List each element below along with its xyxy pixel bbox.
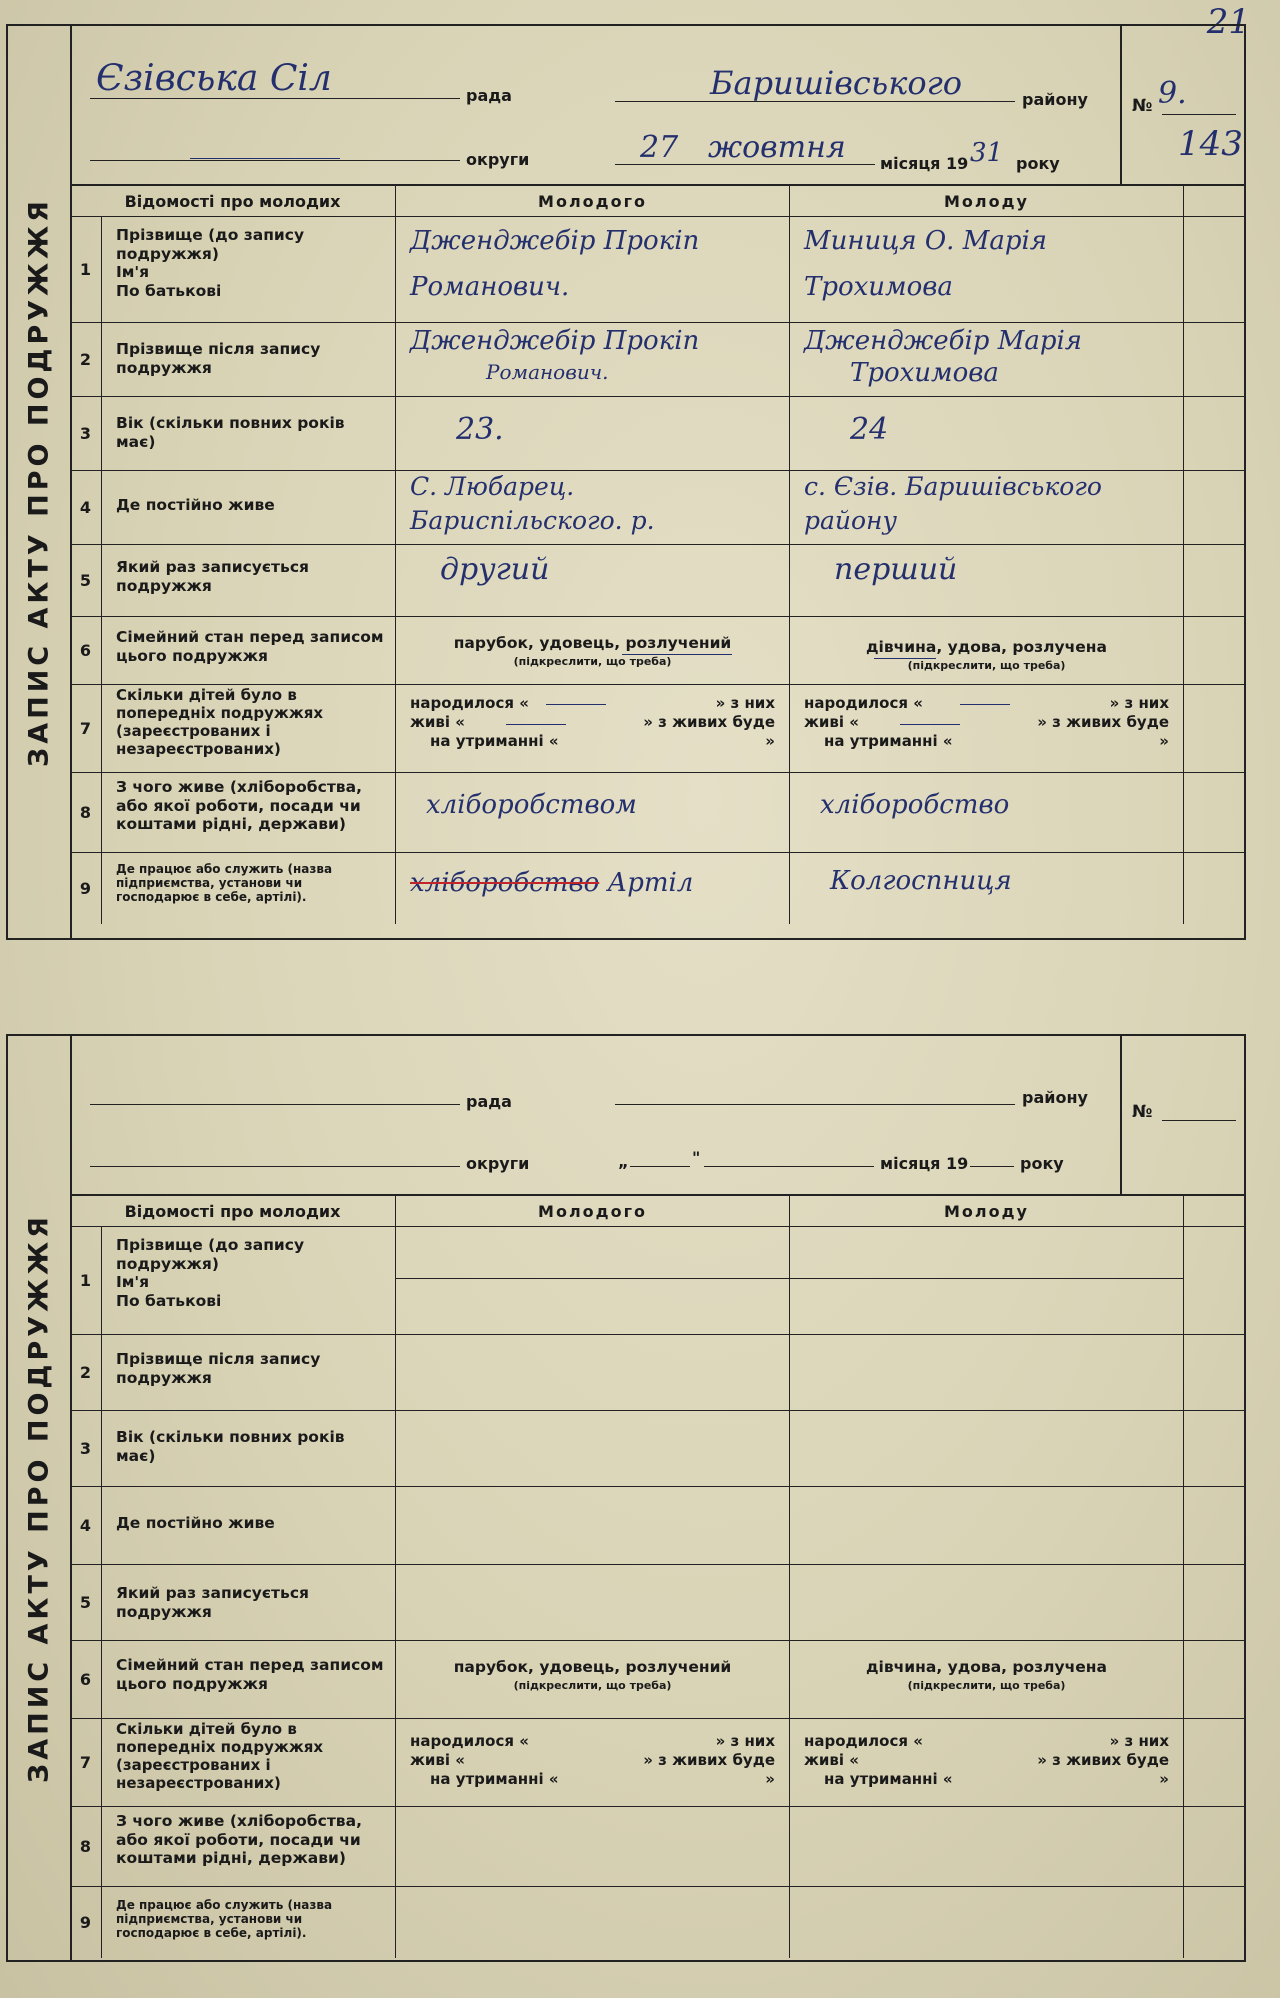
district-value: Баришівського	[710, 64, 963, 102]
groom-status-options: парубок, удовець, розлучений	[453, 634, 732, 652]
year-value: 31	[970, 138, 1004, 168]
table-row: 8 З чого живе (хліборобства, або якої роботи, посади чи коштами рідні, держави)	[70, 1806, 1244, 1887]
misiatsia-label: місяця 19	[880, 154, 969, 173]
table-row: 4 Де постійно живе	[70, 1486, 1244, 1565]
bride-marriage-count: перший	[834, 552, 958, 587]
bride-name: Миниця О. Марія	[804, 226, 1048, 256]
groom-status-hint: (підкреслити, що треба)	[513, 655, 672, 668]
roku-label: року	[1016, 154, 1060, 173]
bride-children: народилося « » з них живі « » з живих буде на утриманні « »	[804, 694, 1169, 750]
question-label: Сімейний стан перед записом цього подружжя	[102, 616, 396, 684]
record-number: 9.	[1158, 76, 1187, 111]
table-row: 5 Який раз записується подружжя	[70, 1564, 1244, 1641]
groom-age: 23.	[456, 412, 504, 447]
record-2	[6, 1034, 1246, 1962]
bride-after-name: Дженджебір Марія	[804, 326, 1083, 356]
table-row: 2 Прізвище після запису подружжя	[70, 1334, 1244, 1411]
record-1-table	[70, 184, 1244, 936]
record-number-2: 143	[1178, 124, 1243, 164]
record-2-side-title: ЗАПИС АКТУ ПРО ПОДРУЖЖЯ	[23, 1213, 55, 1783]
table-row: 2 Прізвище після запису подружжя Дженджебір Прокіп Романович. Дженджебір Марія Трохимова	[70, 322, 1244, 397]
bride-age: 24	[850, 412, 889, 447]
question-label: Прізвище після запису подружжя	[102, 322, 396, 396]
raionu-label: району	[1022, 90, 1088, 109]
bride-residence-1: с. Єзів. Баришівського	[804, 472, 1102, 501]
groom-work: Артіл	[607, 868, 694, 898]
groom-after-patronymic: Романович.	[486, 360, 609, 384]
groom-residence-1: С. Любарец.	[410, 472, 575, 501]
groom-after-name: Дженджебір Прокіп	[410, 326, 700, 356]
question-label: Де постійно живе	[102, 470, 396, 544]
header-info: Відомості про молодих	[70, 184, 396, 216]
groom-patronymic: Романович.	[410, 272, 570, 302]
table-row: 8 З чого живе (хліборобства, або якої роботи, посади чи коштами рідні, держави) хліборобством хліборобство	[70, 772, 1244, 853]
no-label: №	[1132, 96, 1153, 116]
okruhy-label: округи	[466, 150, 530, 169]
question-label: Вік (скільки повних років має)	[102, 396, 396, 470]
question-label: З чого живе (хліборобства, або якої роботи, посади чи коштами рідні, держави)	[102, 772, 396, 852]
bride-income: хліборобство	[820, 790, 1010, 820]
table-row: 7 Скільки дітей було в попередніх подружжях (зареєстрованих і незареєстрованих) народилося « » з них живі « » з живих буде на утриманні « » народилося « » з них живі « » з живих буде на утриманні « »	[70, 684, 1244, 773]
groom-work-struck: хліборобство	[410, 868, 600, 898]
question-label: Прізвище (до запису подружжя) Ім'я По батькові	[102, 216, 396, 322]
table-row: 4 Де постійно живе С. Любарец. Бариспільского. р. с. Єзів. Баришівського району	[70, 470, 1244, 545]
table-row: 6 Сімейний стан перед записом цього подружжя парубок, удовець, розлучений (підкреслити, що треба) дівчина, удова, розлучена (підкреслити, що треба)	[70, 1640, 1244, 1719]
page-number: 21	[1206, 2, 1250, 42]
table-row: 3 Вік (скільки повних років має) 23. 24	[70, 396, 1244, 471]
question-label: Де працює або служить (назва підприємства, установи чи господарює в себе, артілі).	[102, 852, 396, 924]
bride-status-hint: (підкреслити, що треба)	[907, 659, 1066, 672]
header-groom: Молодого	[396, 184, 790, 216]
table-row: 3 Вік (скільки повних років має)	[70, 1410, 1244, 1487]
table-row: 1 Прізвище (до запису подружжя) Ім'я По батькові	[70, 1226, 1244, 1335]
record-2-number-box: №	[1120, 1036, 1244, 1194]
record-2-header: рада району округи „ " місяця 19 року №	[70, 1036, 1244, 1196]
record-1-header	[70, 26, 1244, 186]
table-row: 6 Сімейний стан перед записом цього подружжя парубок, удовець, розлучений (підкреслити, що треба) дівчина, удова, розлучена (підкреслити, що треба)	[70, 616, 1244, 685]
bride-patronymic: Трохимова	[804, 272, 953, 302]
bride-status-options: дівчина, удова, розлучена	[866, 638, 1107, 656]
question-label: Який раз записується подружжя	[102, 544, 396, 616]
record-1-side-title: ЗАПИС АКТУ ПРО ПОДРУЖЖЯ	[23, 197, 55, 767]
record-2-table	[70, 1194, 1244, 1960]
header-bride: Молоду	[790, 184, 1184, 216]
groom-income: хліборобством	[426, 790, 637, 820]
record-1-sidebar	[8, 26, 72, 938]
groom-name: Дженджебір Прокіп	[410, 226, 700, 256]
day-value: 27	[640, 130, 679, 165]
record-1-number-box	[1120, 26, 1244, 184]
month-value: жовтня	[708, 130, 846, 165]
village-value: Єзівська Сіл	[96, 58, 332, 99]
table-row: 7 Скільки дітей було в попередніх подружжях (зареєстрованих і незареєстрованих) народилося « » з них живі « » з живих буде на утриманні « » народилося « » з них живі « » з живих буде на утриманні « »	[70, 1718, 1244, 1807]
groom-residence-2: Бариспільского. р.	[410, 506, 655, 535]
record-1	[6, 24, 1246, 940]
table-row: 5 Який раз записується подружжя другий перший	[70, 544, 1244, 617]
table-header-row	[70, 184, 1244, 217]
table-header-row: Відомості про молодих Молодого Молоду	[70, 1194, 1244, 1227]
bride-residence-2: району	[804, 506, 898, 535]
table-row: 1 Прізвище (до запису подружжя) Ім'я По батькові Дженджебір Прокіп Романович. Миниця О. Марія Трохимова	[70, 216, 1244, 323]
table-row: 9 Де працює або служить (назва підприємства, установи чи господарює в себе, артілі).	[70, 1886, 1244, 1958]
bride-after-patronymic: Трохимова	[850, 358, 999, 388]
bride-work: Колгоспниця	[830, 866, 1012, 896]
record-2-sidebar	[8, 1036, 72, 1960]
rada-label: рада	[466, 86, 512, 105]
table-row: 9 Де працює або служить (назва підприємства, установи чи господарює в себе, артілі). хліборобство Артіл Колгоспниця	[70, 852, 1244, 924]
question-label: Скільки дітей було в попередніх подружжях (зареєстрованих і незареєстрованих)	[102, 684, 396, 772]
groom-marriage-count: другий	[440, 552, 550, 587]
groom-children: народилося « » з них живі « » з живих буде на утриманні « »	[410, 694, 775, 750]
